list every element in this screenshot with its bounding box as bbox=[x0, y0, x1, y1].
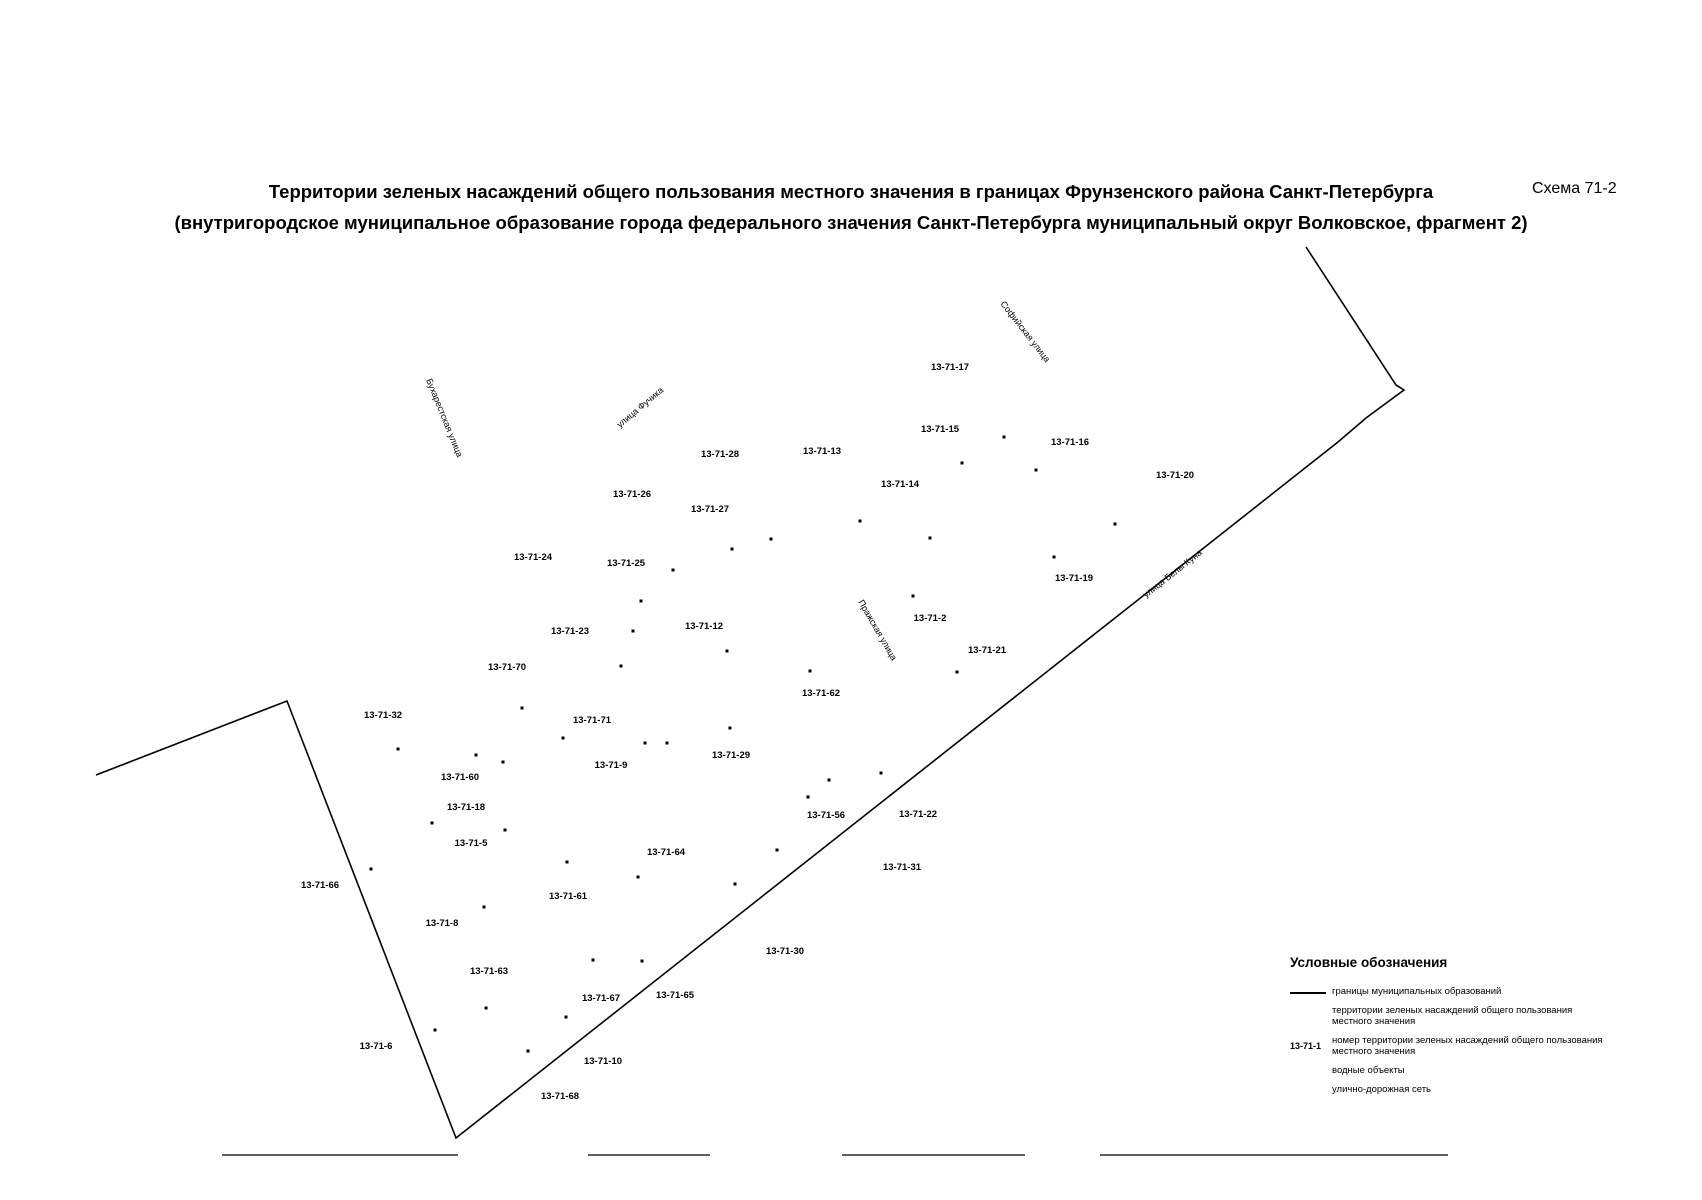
territory-marker bbox=[770, 538, 773, 541]
territory-marker bbox=[729, 727, 732, 730]
territory-label: 13-71-25 bbox=[606, 558, 646, 569]
territory-label: 13-71-15 bbox=[920, 424, 960, 435]
territory-label: 13-71-2 bbox=[913, 613, 947, 624]
territory-label: 13-71-14 bbox=[880, 479, 920, 490]
legend-boundary bbox=[1290, 986, 1610, 997]
territory-marker bbox=[527, 1050, 530, 1053]
territory-label: 13-71-17 bbox=[930, 362, 970, 373]
territory-marker bbox=[397, 748, 400, 751]
territory-label: 13-71-71 bbox=[572, 715, 612, 726]
territory-marker bbox=[485, 1007, 488, 1010]
street-bely-kuna: улица Белы Куна bbox=[1141, 547, 1204, 600]
territory-marker bbox=[521, 707, 524, 710]
title-line-2: (внутригородское муниципальное образование города федерального значения Санкт-Петербурга муниципальный округ Волковское, фрагмент 2) bbox=[174, 212, 1528, 233]
territory-label: 13-71-68 bbox=[540, 1091, 580, 1102]
legend-green-label: территории зеленых насаждений общего пользования местного значения bbox=[1332, 1005, 1573, 1027]
legend-title: Условные обозначения bbox=[1290, 955, 1448, 970]
territory-label: 13-71-70 bbox=[487, 662, 527, 673]
territory-label: 13-71-65 bbox=[655, 990, 695, 1001]
territory-label: 13-71-20 bbox=[1155, 470, 1195, 481]
legend bbox=[1290, 955, 1610, 1103]
title-line-1: Территории зеленых насаждений общего пользования местного значения в границах Фрунзенского района Санкт-Петербурга bbox=[268, 181, 1434, 202]
territory-marker bbox=[504, 829, 507, 832]
territory-label: 13-71-61 bbox=[548, 891, 588, 902]
territory-marker bbox=[666, 742, 669, 745]
territory-label: 13-71-62 bbox=[801, 688, 841, 699]
territory-marker bbox=[734, 883, 737, 886]
territory-marker bbox=[776, 849, 779, 852]
territory-marker bbox=[434, 1029, 437, 1032]
territory-marker bbox=[637, 876, 640, 879]
territory-marker bbox=[1114, 523, 1117, 526]
territory-marker bbox=[1003, 436, 1006, 439]
territory-marker bbox=[828, 779, 831, 782]
territory-label: 13-71-56 bbox=[806, 810, 846, 821]
territory-label: 13-71-12 bbox=[684, 621, 724, 632]
territory-marker bbox=[672, 569, 675, 572]
territory-label: 13-71-16 bbox=[1050, 437, 1090, 448]
territory-label: 13-71-60 bbox=[440, 772, 480, 783]
territory-marker bbox=[620, 665, 623, 668]
territory-marker bbox=[431, 822, 434, 825]
legend-roads-label: улично-дорожная сеть bbox=[1332, 1084, 1432, 1095]
territory-label: 13-71-29 bbox=[711, 750, 751, 761]
territory-marker bbox=[641, 960, 644, 963]
territory-marker bbox=[632, 630, 635, 633]
legend-water bbox=[1290, 1065, 1610, 1076]
territory-marker bbox=[929, 537, 932, 540]
territory-marker bbox=[1053, 556, 1056, 559]
territory-marker bbox=[859, 520, 862, 523]
territory-label: 13-71-28 bbox=[700, 449, 740, 460]
territory-label: 13-71-24 bbox=[513, 552, 553, 563]
territory-marker bbox=[475, 754, 478, 757]
territory-label: 13-71-6 bbox=[359, 1041, 393, 1052]
territory-marker bbox=[807, 796, 810, 799]
territory-label: 13-71-21 bbox=[967, 645, 1007, 656]
territory-label: 13-71-22 bbox=[898, 809, 938, 820]
legend-boundary-label: границы муниципальных образований bbox=[1332, 986, 1502, 997]
territory-marker bbox=[566, 861, 569, 864]
territory-marker bbox=[731, 548, 734, 551]
territory-label: 13-71-10 bbox=[583, 1056, 623, 1067]
municipal-boundary bbox=[96, 247, 1404, 1138]
territory-label: 13-71-23 bbox=[550, 626, 590, 637]
territory-labels bbox=[301, 362, 1194, 1102]
territory-label: 13-71-13 bbox=[802, 446, 842, 457]
territory-label: 13-71-64 bbox=[646, 847, 686, 858]
legend-water-label: водные объекты bbox=[1332, 1065, 1405, 1076]
street-prazhskaya: Пражская улица bbox=[856, 598, 900, 663]
territory-label: 13-71-8 bbox=[425, 918, 459, 929]
territory-marker bbox=[809, 670, 812, 673]
legend-number-key: 13-71-1 bbox=[1290, 1041, 1322, 1051]
territory-label: 13-71-66 bbox=[300, 880, 340, 891]
territory-marker bbox=[640, 600, 643, 603]
territory-label: 13-71-26 bbox=[612, 489, 652, 500]
territory-marker bbox=[483, 906, 486, 909]
territory-label: 13-71-67 bbox=[581, 993, 621, 1004]
territory-label: 13-71-5 bbox=[454, 838, 488, 849]
legend-number-label: номер территории зеленых насаждений общего пользования местного значения bbox=[1332, 1035, 1603, 1057]
territory-label: 13-71-63 bbox=[469, 966, 509, 977]
legend-roads bbox=[1290, 1084, 1610, 1095]
territory-marker bbox=[644, 742, 647, 745]
territory-marker bbox=[726, 650, 729, 653]
territory-marker bbox=[502, 761, 505, 764]
territory-marker bbox=[956, 671, 959, 674]
territory-label: 13-71-30 bbox=[765, 946, 805, 957]
territory-marker bbox=[565, 1016, 568, 1019]
territory-marker bbox=[1035, 469, 1038, 472]
territory-label: 13-71-27 bbox=[690, 504, 730, 515]
street-bukharestskaya: Бухарестская улица bbox=[424, 377, 465, 459]
territory-label: 13-71-18 bbox=[446, 802, 486, 813]
legend-green bbox=[1290, 1005, 1610, 1027]
scheme-number: Схема 71-2 bbox=[1532, 180, 1617, 197]
legend-number bbox=[1290, 1035, 1610, 1057]
territory-label: 13-71-19 bbox=[1054, 573, 1094, 584]
territory-marker bbox=[961, 462, 964, 465]
territory-label: 13-71-31 bbox=[882, 862, 922, 873]
territory-marker bbox=[370, 868, 373, 871]
territory-label: 13-71-32 bbox=[363, 710, 403, 721]
territory-marker bbox=[912, 595, 915, 598]
boundary-line-swatch bbox=[1290, 992, 1326, 994]
street-fuchika: улица Фучика bbox=[614, 384, 666, 430]
territory-label: 13-71-9 bbox=[594, 760, 628, 771]
territory-marker bbox=[562, 737, 565, 740]
territory-marker bbox=[880, 772, 883, 775]
territory-markers bbox=[370, 436, 1117, 1053]
territory-marker bbox=[592, 959, 595, 962]
street-sofiyskaya: Софийская улица bbox=[998, 299, 1053, 365]
